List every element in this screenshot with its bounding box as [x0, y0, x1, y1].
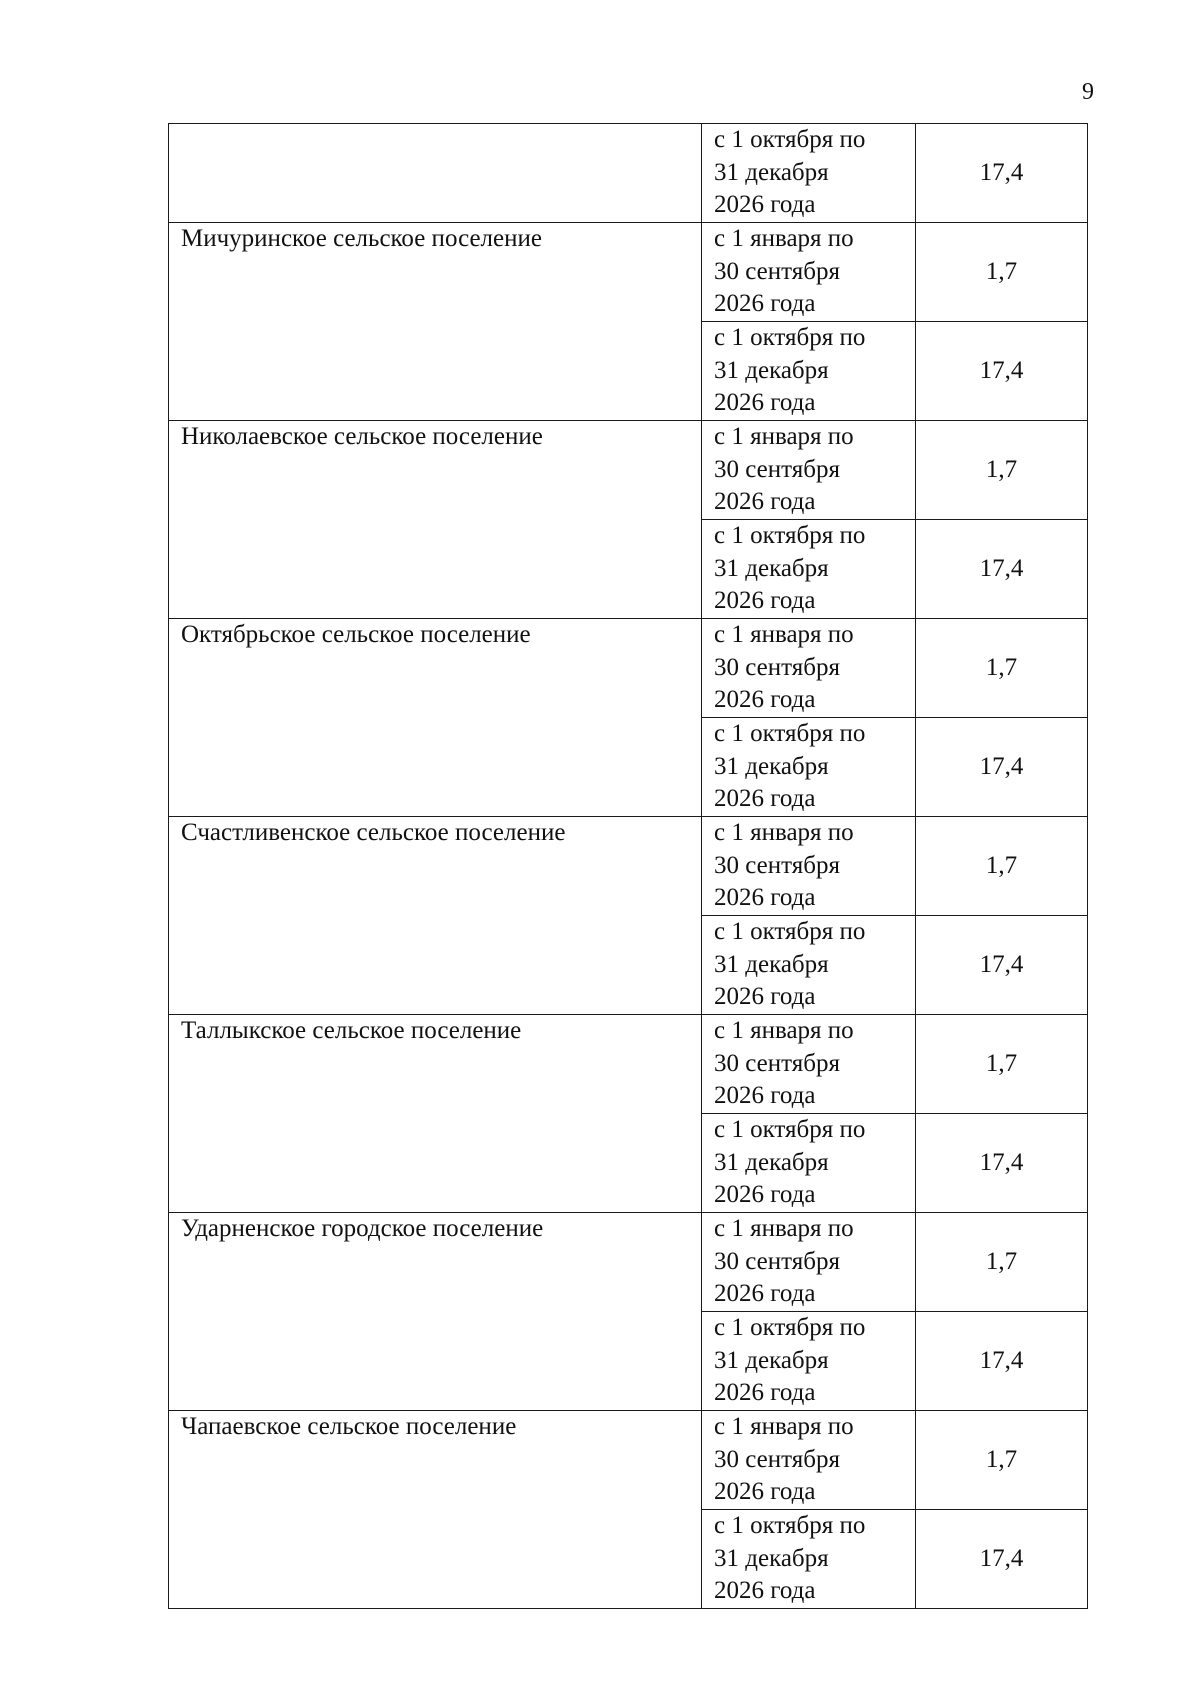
table-row: [169, 421, 1088, 520]
rate-value: 1,7: [916, 1015, 1088, 1114]
period-cell: [702, 124, 916, 223]
settlement-cell: [169, 124, 702, 223]
settlement-cell: [169, 421, 702, 619]
period-cell: [702, 1213, 916, 1312]
table-row: [169, 124, 1088, 223]
rate-value: 17,4: [916, 916, 1088, 1015]
table-row: [169, 619, 1088, 718]
period-text: с 1 января по 30 сентября 2026 года: [714, 225, 854, 317]
settlement-name: Счастливенское сельское поселение: [181, 819, 566, 846]
settlement-name: Таллыкское сельское поселение: [181, 1017, 522, 1044]
rate-value: 17,4: [916, 718, 1088, 817]
period-cell: [702, 223, 916, 322]
period-cell: [702, 1411, 916, 1510]
period-cell: [702, 718, 916, 817]
table-row: [169, 223, 1088, 322]
table-row: [169, 817, 1088, 916]
settlement-name: Октябрьское сельское поселение: [181, 621, 531, 648]
settlement-cell: [169, 1213, 702, 1411]
settlement-cell: [169, 619, 702, 817]
tariff-table-body: [169, 124, 1088, 1609]
period-cell: [702, 619, 916, 718]
table-row: [169, 1411, 1088, 1510]
settlement-cell: [169, 223, 702, 421]
settlement-cell: [169, 1411, 702, 1609]
period-cell: [702, 916, 916, 1015]
rate-value: 17,4: [916, 520, 1088, 619]
period-text: с 1 января по 30 сентября 2026 года: [714, 423, 854, 515]
rate-value: 1,7: [916, 421, 1088, 520]
period-text: с 1 октября по 31 декабря 2026 года: [714, 720, 866, 812]
period-cell: [702, 520, 916, 619]
settlement-name: Мичуринское сельское поселение: [181, 225, 542, 252]
settlement-name: Чапаевское сельское поселение: [181, 1413, 517, 1440]
period-cell: [702, 1312, 916, 1411]
period-text: с 1 октября по 31 декабря 2026 года: [714, 1512, 866, 1604]
period-text: с 1 января по 30 сентября 2026 года: [714, 819, 854, 911]
settlement-cell: [169, 817, 702, 1015]
period-text: с 1 января по 30 сентября 2026 года: [714, 1413, 854, 1505]
period-text: с 1 октября по 31 декабря 2026 года: [714, 126, 866, 218]
rate-value: 1,7: [916, 619, 1088, 718]
period-text: с 1 октября по 31 декабря 2026 года: [714, 1116, 866, 1208]
period-cell: [702, 421, 916, 520]
rate-value: 17,4: [916, 322, 1088, 421]
period-cell: [702, 1114, 916, 1213]
period-cell: [702, 322, 916, 421]
rate-value: 17,4: [916, 1510, 1088, 1609]
settlement-cell: [169, 1015, 702, 1213]
page-number: 9: [1082, 79, 1094, 105]
period-text: с 1 октября по 31 декабря 2026 года: [714, 1314, 866, 1406]
period-cell: [702, 1510, 916, 1609]
period-text: с 1 января по 30 сентября 2026 года: [714, 1017, 854, 1109]
settlement-name: Николаевское сельское поселение: [181, 423, 543, 450]
table-row: [169, 1015, 1088, 1114]
rate-value: 1,7: [916, 223, 1088, 322]
rate-value: 17,4: [916, 124, 1088, 223]
tariff-table: [168, 123, 1088, 1609]
period-cell: [702, 1015, 916, 1114]
rate-value: 1,7: [916, 1213, 1088, 1312]
period-text: с 1 октября по 31 декабря 2026 года: [714, 522, 866, 614]
period-cell: [702, 817, 916, 916]
period-text: с 1 октября по 31 декабря 2026 года: [714, 918, 866, 1010]
period-text: с 1 января по 30 сентября 2026 года: [714, 621, 854, 713]
rate-value: 1,7: [916, 817, 1088, 916]
rate-value: 17,4: [916, 1114, 1088, 1213]
rate-value: 17,4: [916, 1312, 1088, 1411]
period-text: с 1 октября по 31 декабря 2026 года: [714, 324, 866, 416]
settlement-name: Ударненское городское поселение: [181, 1215, 544, 1242]
table-row: [169, 1213, 1088, 1312]
period-text: с 1 января по 30 сентября 2026 года: [714, 1215, 854, 1307]
rate-value: 1,7: [916, 1411, 1088, 1510]
